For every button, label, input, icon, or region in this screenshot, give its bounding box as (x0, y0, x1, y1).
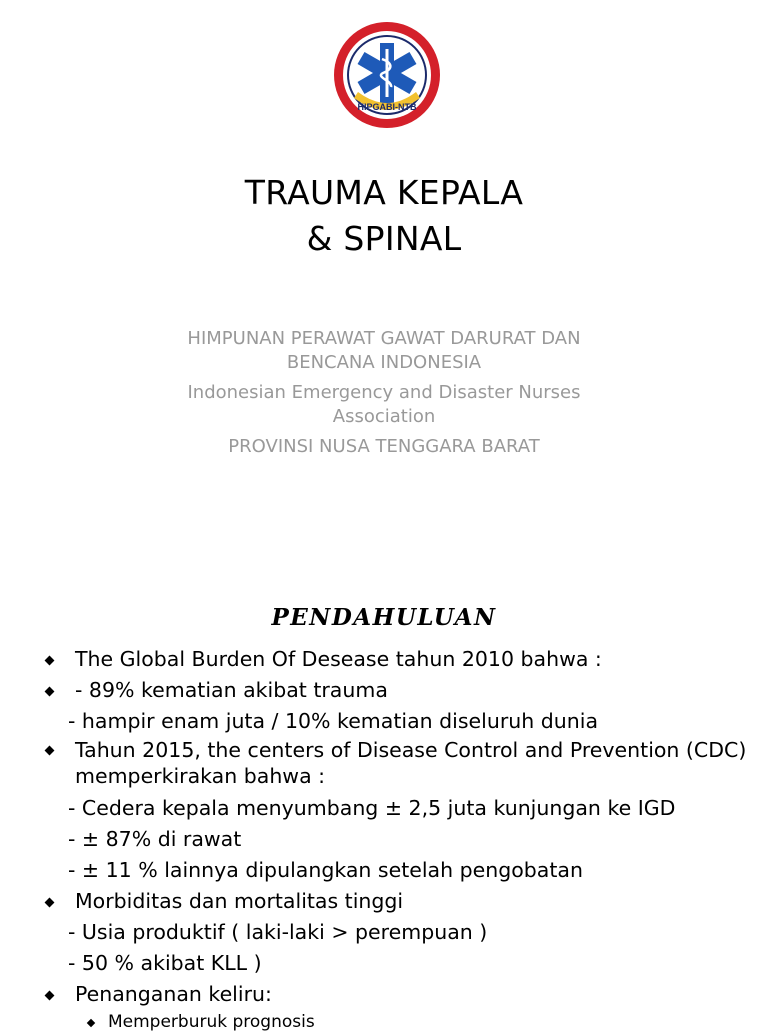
list-item (40, 737, 760, 793)
list-item-text: Memperburuk prognosis (108, 1012, 315, 1032)
slide-title (0, 170, 768, 262)
title-line-2: & SPINAL (306, 219, 462, 258)
list-item (40, 948, 760, 979)
subtitle-line-3: Indonesian Emergency and Disaster Nurses (187, 382, 581, 403)
list-item-text: - Cedera kepala menyumbang ± 2,5 juta kunjungan ke IGD (68, 796, 676, 820)
diamond-bullet-icon (45, 898, 55, 908)
subtitle-line-1: HIMPUNAN PERAWAT GAWAT DARURAT DAN (187, 328, 581, 349)
list-item (40, 824, 760, 855)
section-heading: PENDAHULUAN (271, 604, 497, 631)
hipgabi-logo (332, 20, 442, 130)
list-item-text: Morbiditas dan mortalitas tinggi (75, 889, 404, 913)
list-item (40, 706, 760, 737)
subtitle-line-4: Association (332, 406, 436, 427)
diamond-bullet-icon (45, 656, 55, 666)
list-item-text: - 50 % akibat KLL ) (68, 951, 262, 975)
list-item (40, 979, 760, 1010)
list-item-text: Penanganan keliru: (75, 982, 272, 1006)
list-item-text: - Usia produktif ( laki-laki > perempuan ) (68, 920, 488, 944)
list-item-text: - hampir enam juta / 10% kematian diseluruh dunia (68, 709, 599, 733)
title-line-1: TRAUMA KEPALA (244, 173, 524, 212)
bullet-list (40, 644, 760, 1034)
list-item (40, 793, 760, 824)
list-item (40, 644, 760, 675)
list-item (40, 917, 760, 948)
subtitle-line-2: BENCANA INDONESIA (286, 352, 482, 373)
subtitle-line-5: PROVINSI NUSA TENGGARA BARAT (228, 436, 540, 457)
diamond-bullet-icon (45, 746, 55, 756)
list-item-text: The Global Burden Of Desease tahun 2010 bahwa : (75, 647, 602, 671)
logo-banner-text: HIPGABI-NTB (357, 102, 417, 112)
hipgabi-logo-emblem (332, 20, 442, 130)
list-item-text: - ± 11 % lainnya dipulangkan setelah pengobatan (68, 858, 583, 882)
introduction-slide (0, 560, 768, 1032)
list-item (40, 886, 760, 917)
list-item-text: Tahun 2015, the centers of Disease Control and Prevention (CDC) memperkirakan bahwa : (75, 738, 747, 788)
organization-subtitle (150, 327, 618, 459)
list-item-text: - ± 87% di rawat (68, 827, 242, 851)
list-item-text: - 89% kematian akibat trauma (75, 678, 388, 702)
diamond-bullet-icon (45, 687, 55, 697)
list-item (40, 675, 760, 706)
diamond-bullet-icon (87, 1019, 95, 1027)
diamond-bullet-icon (45, 991, 55, 1001)
list-item (40, 855, 760, 886)
list-item (40, 1010, 760, 1034)
